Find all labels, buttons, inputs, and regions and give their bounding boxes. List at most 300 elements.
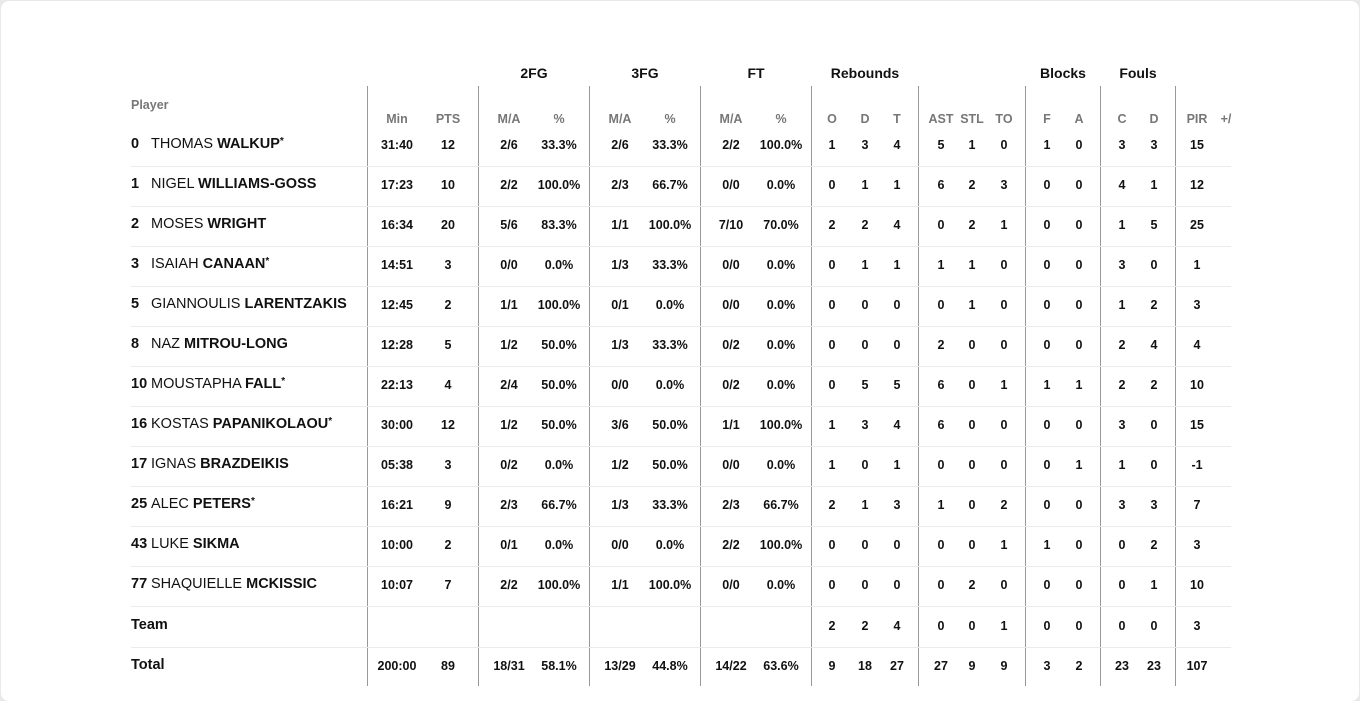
stat-cell: 0 [861,298,869,312]
row-divider [131,526,1231,527]
stat-cell: 3 [1118,418,1126,432]
stat-cell: 0 [968,458,976,472]
stat-cell: 0 [861,538,869,552]
stat-cell: 66.7% [652,178,688,192]
player-number: 77 [131,576,148,592]
stat-cell: 0 [1043,619,1051,633]
stat-cell: 1 [1118,298,1126,312]
stat-cell: 100.0% [537,178,581,192]
stat-cell: 1 [893,178,901,192]
column-header: +/ [1220,112,1232,126]
stat-cell: 0 [893,338,901,352]
stat-cell: 0 [1118,619,1126,633]
stat-cell: 10:00 [381,538,413,552]
stat-cell: 0 [828,538,836,552]
stat-cell: 0/0 [722,258,740,272]
stat-cell: 66.7% [541,498,577,512]
stat-cell: 0 [1075,338,1083,352]
stat-cell: 1 [937,498,945,512]
stat-cell: 3 [1193,619,1201,633]
stat-cell: 9 [1000,659,1008,673]
group-blocks: Blocks [1040,65,1086,81]
stat-cell: 0 [861,458,869,472]
column-header: M/A [608,112,632,126]
row-divider [131,206,1231,207]
stat-cell: 0 [1000,578,1008,592]
stat-cell: 0 [1150,418,1158,432]
stat-cell: 12 [441,138,455,152]
column-divider [811,86,812,686]
stat-cell: 1 [1043,378,1051,392]
stat-cell: 50.0% [652,458,688,472]
stat-cell: 0 [1043,178,1051,192]
stat-cell: 14:51 [381,258,413,272]
stat-cell: 2 [444,298,452,312]
stat-cell: 27 [934,659,948,673]
stat-cell: 0 [1000,258,1008,272]
stat-cell: 0 [1043,498,1051,512]
stat-cell: 1 [1193,258,1201,272]
stat-cell: 3 [893,498,901,512]
column-divider [1025,86,1026,686]
column-header: M/A [719,112,743,126]
player-row[interactable] [131,376,285,392]
stat-cell: 1/2 [611,458,629,472]
stat-cell: 50.0% [541,378,577,392]
player-first-name: KOSTAS [151,416,209,432]
stat-cell: 0/1 [500,538,518,552]
stat-cell: 0 [937,218,945,232]
player-last-name: SIKMA [192,536,240,552]
stat-cell: 0 [1043,338,1051,352]
stat-cell: 3 [1193,298,1201,312]
stat-cell: 63.6% [763,659,799,673]
stat-cell: 3 [444,258,452,272]
stat-cell: 1 [1000,378,1008,392]
player-first-name: ISAIAH [151,256,199,272]
stat-cell: 1 [893,458,901,472]
stat-cell: 0 [828,298,836,312]
stat-cell: 0 [1150,619,1158,633]
player-number: 0 [131,136,140,152]
stat-cell: 13/29 [604,659,636,673]
stat-cell: 1 [1075,458,1083,472]
player-number: 10 [131,376,148,392]
stat-cell: 3 [1118,258,1126,272]
stat-cell: 7 [1193,498,1201,512]
stat-cell: 1 [968,298,976,312]
stat-cell: 3 [861,418,869,432]
stat-cell: 200:00 [377,659,417,673]
stat-cell: 0 [1043,458,1051,472]
stat-cell: 1/3 [611,338,629,352]
player-number: 1 [131,176,140,192]
player-first-name: NAZ [151,336,180,352]
stat-cell: 5/6 [500,218,518,232]
stat-cell: 1 [861,258,869,272]
stat-cell: 0/2 [722,338,740,352]
stat-cell: 0.0% [766,298,796,312]
column-divider [700,86,701,686]
stat-cell: 0 [968,338,976,352]
player-number: 43 [131,536,148,552]
stat-cell: 89 [441,659,455,673]
stat-cell: 50.0% [541,338,577,352]
player-row[interactable] [131,136,284,152]
stat-cell: 0 [1075,619,1083,633]
stat-cell: 83.3% [541,218,577,232]
stat-cell: 0 [893,298,901,312]
stat-cell: 0 [1043,418,1051,432]
stat-cell: 0.0% [766,458,796,472]
stat-cell: 66.7% [763,498,799,512]
stat-cell: 1 [828,138,836,152]
stat-cell: 0 [861,578,869,592]
stat-cell: 0 [968,418,976,432]
player-last-name: WALKUP [217,136,280,152]
stat-cell: 0 [828,338,836,352]
stat-cell: 2 [1118,378,1126,392]
row-divider [131,286,1231,287]
stat-cell: 0 [1075,578,1083,592]
stat-cell: 0 [937,458,945,472]
stat-cell: 0.0% [766,578,796,592]
stat-cell: 1/1 [500,298,518,312]
stat-cell: 1 [1043,538,1051,552]
player-row[interactable] [131,256,269,272]
stat-cell: 22:13 [381,378,413,392]
stat-cell: 3 [861,138,869,152]
stat-cell: 0 [1075,218,1083,232]
stat-cell: 0 [1000,338,1008,352]
stat-cell: 23 [1115,659,1129,673]
stat-cell: 0 [1150,258,1158,272]
player-row[interactable] [131,536,240,552]
stat-cell: 100.0% [537,298,581,312]
column-header: PIR [1186,112,1208,126]
stat-cell: 12:45 [381,298,413,312]
stat-cell: 0 [828,258,836,272]
stat-cell: 31:40 [381,138,413,152]
column-header: Min [386,112,408,126]
stat-cell: 0/0 [500,258,518,272]
column-header: C [1117,112,1127,126]
player-first-name: IGNAS [151,456,197,472]
stat-cell: 3 [1193,538,1201,552]
stat-cell: 2 [828,619,836,633]
stat-cell: 0 [893,578,901,592]
column-header: % [775,112,787,126]
stat-cell: 0.0% [655,538,685,552]
stat-cell: 2 [968,178,976,192]
stat-cell: 33.3% [652,138,688,152]
stat-cell: 44.8% [652,659,688,673]
stat-cell: 33.3% [652,338,688,352]
stat-cell: 2 [1118,338,1126,352]
stat-cell: 0.0% [766,378,796,392]
stat-cell: 17:23 [381,178,413,192]
stat-cell: 2 [1150,298,1158,312]
player-last-name: PAPANIKOLAOU [212,416,329,432]
stat-cell: 2/2 [500,178,518,192]
stat-cell: 1 [1000,218,1008,232]
column-header: D [860,112,870,126]
player-row[interactable] [131,416,332,432]
stat-cell: 0/1 [611,298,629,312]
player-last-name: PETERS [192,496,251,512]
stat-cell: 33.3% [652,498,688,512]
stat-cell: 1 [893,258,901,272]
stat-cell: 15 [1190,138,1204,152]
stat-cell: 4 [893,218,901,232]
column-header: AST [928,112,954,126]
player-first-name: MOSES [151,216,204,232]
stat-cell: 0/0 [611,538,629,552]
stat-cell: 3 [1150,138,1158,152]
stat-cell: 2/6 [611,138,629,152]
stat-cell: 10 [441,178,455,192]
stat-cell: 0.0% [544,538,574,552]
group-rebounds: Rebounds [830,65,900,81]
column-header: D [1149,112,1159,126]
player-row[interactable] [131,216,266,232]
player-first-name: MOUSTAPHA [151,376,241,392]
stat-cell: 2 [1000,498,1008,512]
row-divider [131,166,1231,167]
stat-cell: 05:38 [381,458,413,472]
player-number: 25 [131,496,148,512]
row-divider [131,326,1231,327]
stat-cell: 0 [1118,578,1126,592]
stat-cell: 0.0% [766,258,796,272]
stat-cell: 0 [1000,418,1008,432]
stat-cell: 12 [441,418,455,432]
player-row[interactable] [131,176,316,192]
stat-cell: 10:07 [381,578,413,592]
stat-cell: 0/0 [722,458,740,472]
player-last-name: MITROU-LONG [184,336,288,352]
stat-cell: 3 [1118,138,1126,152]
stat-cell: 2 [444,538,452,552]
stat-cell: 3 [1118,498,1126,512]
row-divider [131,647,1231,648]
stat-cell: 0 [1075,258,1083,272]
box-score-card [1,1,1359,701]
stat-cell: 1/1 [722,418,740,432]
stat-cell: 100.0% [648,218,692,232]
stat-cell: 1 [1000,619,1008,633]
stat-cell: 0 [1043,258,1051,272]
stat-cell: 0 [1075,178,1083,192]
team-row-label: Team [131,617,168,633]
stat-cell: 0/0 [722,298,740,312]
stat-cell: 27 [890,659,904,673]
stat-cell: 2 [828,498,836,512]
stat-cell: 0.0% [766,178,796,192]
column-header: F [1043,112,1051,126]
stat-cell: 0 [937,538,945,552]
player-first-name: NIGEL [151,176,194,192]
column-header: % [664,112,676,126]
stat-cell: 6 [937,378,945,392]
column-header: T [893,112,901,126]
stat-cell: 0.0% [655,378,685,392]
stat-cell: 0/0 [611,378,629,392]
stat-cell: 2 [1150,538,1158,552]
stat-cell: 70.0% [763,218,799,232]
stat-cell: 107 [1186,659,1208,673]
group-3fg: 3FG [631,65,659,81]
stat-cell: 18/31 [493,659,525,673]
stat-cell: 0 [937,298,945,312]
stat-cell: 0/2 [500,458,518,472]
column-header: PTS [435,112,461,126]
column-divider [589,86,590,686]
stat-cell: 5 [444,338,452,352]
player-first-name: SHAQUIELLE [151,576,243,592]
stat-cell: 3 [1043,659,1051,673]
stat-cell: 0 [828,378,836,392]
column-header: TO [995,112,1013,126]
player-number: 8 [131,336,140,352]
stat-cell: 0/2 [722,378,740,392]
stat-cell: 0.0% [766,338,796,352]
stat-cell: 12:28 [381,338,413,352]
stat-cell: 50.0% [652,418,688,432]
stat-cell: 0 [1000,458,1008,472]
stat-cell: 3 [1150,498,1158,512]
player-last-name: BRAZDEIKIS [200,456,289,472]
stat-cell: 0 [968,538,976,552]
player-row[interactable] [131,336,288,352]
stat-cell: 0 [1118,538,1126,552]
player-last-name: FALL [245,376,282,392]
stat-cell: 0.0% [655,298,685,312]
stat-cell: 1/2 [500,338,518,352]
stat-cell: 1/1 [611,578,629,592]
player-row[interactable] [131,496,255,512]
stat-cell: 100.0% [648,578,692,592]
player-row[interactable] [131,576,317,592]
player-last-name: LARENTZAKIS [244,296,347,312]
stat-cell: 0 [1000,298,1008,312]
group-2fg: 2FG [520,65,548,81]
stat-cell: 0 [937,578,945,592]
column-header: % [553,112,565,126]
stat-cell: 33.3% [652,258,688,272]
stat-cell: 0 [1075,418,1083,432]
player-number: 2 [131,216,140,232]
stat-cell: 1 [1150,178,1158,192]
group-fouls: Fouls [1119,65,1157,81]
stat-cell: 4 [444,378,452,392]
stat-cell: 0 [968,619,976,633]
row-divider [131,566,1231,567]
column-divider [1175,86,1176,686]
stat-cell: 2 [968,218,976,232]
stat-cell: 0/0 [722,178,740,192]
player-row[interactable] [131,296,347,312]
stat-cell: 1 [861,498,869,512]
stat-cell: 2 [937,338,945,352]
stat-cell: 0 [828,578,836,592]
stat-cell: 100.0% [759,538,803,552]
stat-cell: 0 [893,538,901,552]
stat-cell: 14/22 [715,659,747,673]
stat-cell: 20 [441,218,455,232]
stat-cell: 1 [861,178,869,192]
stat-cell: 5 [893,378,901,392]
stat-cell: 3/6 [611,418,629,432]
column-divider [367,86,368,686]
stat-cell: 2/3 [611,178,629,192]
player-number: 3 [131,256,140,272]
stat-cell: 23 [1147,659,1161,673]
column-header: O [827,112,837,126]
stat-cell: 0 [828,178,836,192]
stat-cell: 2 [861,218,869,232]
stat-cell: 1 [1118,218,1126,232]
stat-cell: 0 [1043,218,1051,232]
stat-cell: 1 [1150,578,1158,592]
stat-cell: 4 [893,418,901,432]
player-number: 16 [131,416,148,432]
player-last-name: MCKISSIC [246,576,318,592]
stat-cell: 1/1 [611,218,629,232]
stat-cell: 5 [861,378,869,392]
row-divider [131,246,1231,247]
player-row[interactable] [131,456,289,472]
stat-cell: 4 [893,138,901,152]
column-divider [1100,86,1101,686]
starter-mark: * [279,136,284,147]
stat-cell: 5 [1150,218,1158,232]
stat-cell: 2 [828,218,836,232]
stat-cell: 9 [968,659,976,673]
stat-cell: 9 [444,498,452,512]
stat-cell: 18 [858,659,872,673]
stat-cell: 1 [1043,138,1051,152]
stat-cell: 2/3 [500,498,518,512]
stat-cell: 1/3 [611,258,629,272]
stat-cell: 7 [444,578,452,592]
stat-cell: 58.1% [541,659,577,673]
stat-cell: 4 [1193,338,1201,352]
column-divider [918,86,919,686]
stat-cell: 50.0% [541,418,577,432]
starter-mark: * [281,376,286,387]
stat-cell: 1/2 [500,418,518,432]
stat-cell: 2 [861,619,869,633]
stat-cell: 2/6 [500,138,518,152]
stat-cell: 12 [1190,178,1204,192]
stat-cell: 2 [968,578,976,592]
stat-cell: 10 [1190,378,1204,392]
starter-mark: * [328,416,333,427]
stat-cell: 0 [1075,498,1083,512]
stat-cell: 2/2 [722,538,740,552]
stat-cell: 16:21 [381,498,413,512]
row-divider [131,446,1231,447]
stat-cell: 2/3 [722,498,740,512]
stat-cell: 100.0% [759,138,803,152]
stat-cell: 4 [1118,178,1126,192]
stat-cell: 0 [1150,458,1158,472]
stat-cell: 0 [1000,138,1008,152]
stat-cell: 0 [1075,138,1083,152]
stat-cell: 16:34 [381,218,413,232]
stat-cell: 6 [937,178,945,192]
